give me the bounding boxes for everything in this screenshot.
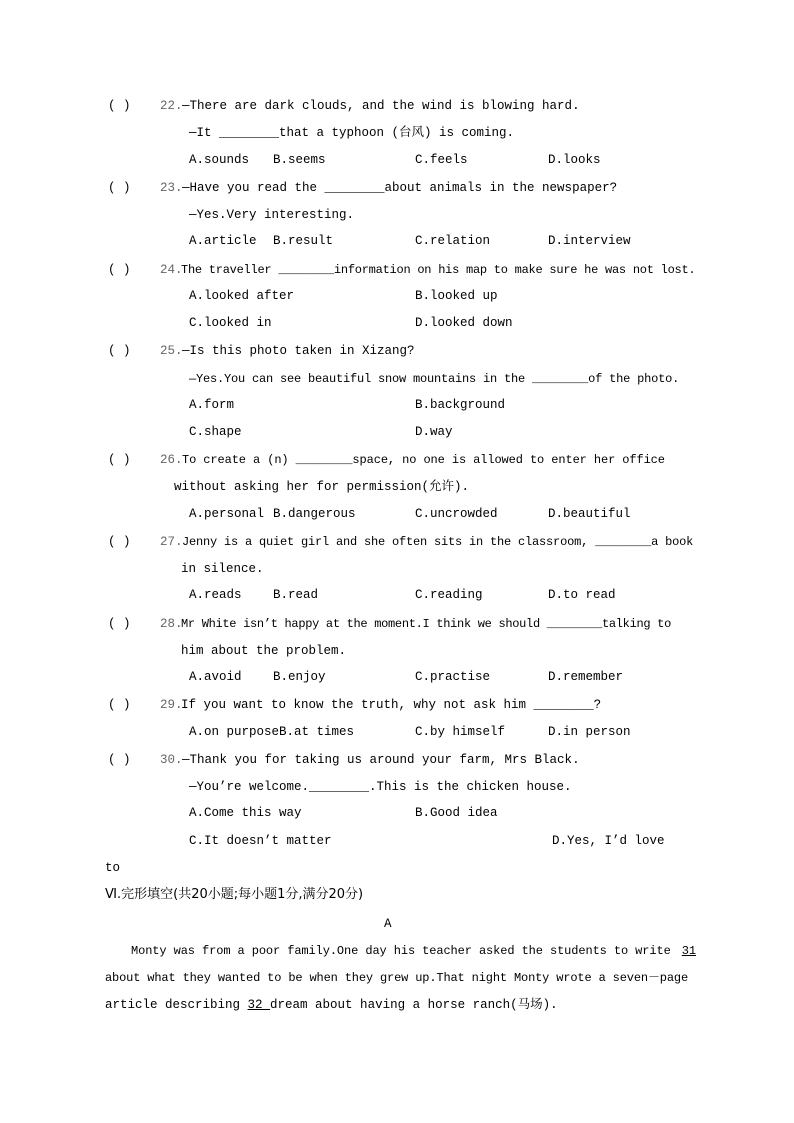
question-number: 29. xyxy=(160,698,183,712)
option-d: D.in person xyxy=(548,725,631,739)
question-number: 22. xyxy=(160,99,183,113)
option-a: A.avoid xyxy=(189,670,242,684)
blank-31: 31 xyxy=(681,944,696,958)
option-d-wrap: to xyxy=(105,861,121,875)
question-line2: —Yes.Very interesting. xyxy=(189,208,355,222)
question-stem: If you want to know the truth, why not ask him ________? xyxy=(181,698,602,712)
section-heading: Ⅵ.完形填空(共20小题;每小题1分,满分20分) xyxy=(105,887,364,902)
option-c: C.uncrowded xyxy=(415,507,498,521)
question-number: 26. xyxy=(160,453,183,467)
answer-bracket: ( ) xyxy=(108,535,131,549)
question-line2: him about the problem. xyxy=(181,644,347,658)
option-d: D.interview xyxy=(548,234,631,248)
question-line2: —It ________that a typhoon (台风) is coming. xyxy=(189,126,515,140)
question-stem: Jenny is a quiet girl and she often sits in the classroom, ________a book xyxy=(182,535,694,549)
passage-line-2: about what they wanted to be when they grew up.That night Monty wrote a seven－page xyxy=(105,971,688,985)
option-c: C.looked in xyxy=(189,316,272,330)
option-c: C.reading xyxy=(415,588,483,602)
option-a: A.personal xyxy=(189,507,265,521)
answer-bracket: ( ) xyxy=(108,698,131,712)
question-stem: —There are dark clouds, and the wind is blowing hard. xyxy=(182,99,580,113)
answer-bracket: ( ) xyxy=(108,753,131,767)
passage-line-3 xyxy=(105,997,558,1013)
option-b: B.background xyxy=(415,398,506,412)
option-d: D.looked down xyxy=(415,316,513,330)
option-d: D.looks xyxy=(548,153,601,167)
question-stem: The traveller ________information on his map to make sure he was not lost. xyxy=(181,263,696,277)
option-b: B.enjoy xyxy=(273,670,326,684)
question-stem: —Is this photo taken in Xizang? xyxy=(182,344,415,358)
option-c: C.practise xyxy=(415,670,491,684)
option-b: B.result xyxy=(273,234,334,248)
answer-bracket: ( ) xyxy=(108,344,131,358)
question-number: 30. xyxy=(160,753,183,767)
option-a: A.form xyxy=(189,398,235,412)
answer-bracket: ( ) xyxy=(108,181,131,195)
answer-bracket: ( ) xyxy=(108,617,131,631)
option-c: C.It doesn’t matter xyxy=(189,834,332,848)
option-a: A.Come this way xyxy=(189,806,302,820)
option-c: C.feels xyxy=(415,153,468,167)
option-b: B.seems xyxy=(273,153,326,167)
question-line2: —Yes.You can see beautiful snow mountains in the ________of the photo. xyxy=(189,372,680,386)
option-b: B.at times xyxy=(279,725,355,739)
question-number: 28. xyxy=(160,617,183,631)
option-a: A.on purpose xyxy=(189,725,280,739)
option-d: D.Yes, I’d love xyxy=(552,834,665,848)
option-a: A.sounds xyxy=(189,153,250,167)
option-b: B.read xyxy=(273,588,319,602)
option-c: C.by himself xyxy=(415,725,506,739)
blank-32: 32 xyxy=(247,998,271,1012)
option-b: B.dangerous xyxy=(273,507,356,521)
answer-bracket: ( ) xyxy=(108,99,131,113)
question-number: 27. xyxy=(160,535,183,549)
option-c: C.relation xyxy=(415,234,491,248)
option-d: D.to read xyxy=(548,588,616,602)
question-number: 24. xyxy=(160,263,183,277)
question-stem: To create a (n) ________space, no one is allowed to enter her office xyxy=(182,453,665,467)
option-c: C.shape xyxy=(189,425,242,439)
passage-text: article describing xyxy=(105,998,248,1012)
question-line2: in silence. xyxy=(181,562,264,576)
option-a: A.article xyxy=(189,234,257,248)
question-stem: —Thank you for taking us around your farm, Mrs Black. xyxy=(182,753,580,767)
question-number: 25. xyxy=(160,344,183,358)
option-a: A.looked after xyxy=(189,289,295,303)
option-b: B.looked up xyxy=(415,289,498,303)
answer-bracket: ( ) xyxy=(108,263,131,277)
question-stem: —Have you read the ________about animals in the newspaper? xyxy=(182,181,618,195)
option-b: B.Good idea xyxy=(415,806,498,820)
option-d: D.beautiful xyxy=(548,507,631,521)
option-d: D.remember xyxy=(548,670,624,684)
passage-label: A xyxy=(384,917,392,931)
question-number: 23. xyxy=(160,181,183,195)
question-line2: without asking her for permission(允许). xyxy=(174,480,470,494)
answer-bracket: ( ) xyxy=(108,453,131,467)
question-stem: Mr White isn’t happy at the moment.I think we should ________talking to xyxy=(181,617,671,631)
passage-text: Monty was from a poor family.One day his teacher asked the students to write xyxy=(131,944,678,958)
passage-text: dream about having a horse ranch(马场). xyxy=(270,998,558,1012)
option-a: A.reads xyxy=(189,588,242,602)
question-line2: —You’re welcome.________.This is the chicken house. xyxy=(189,780,572,794)
option-d: D.way xyxy=(415,425,453,439)
passage-line-1 xyxy=(131,943,696,959)
